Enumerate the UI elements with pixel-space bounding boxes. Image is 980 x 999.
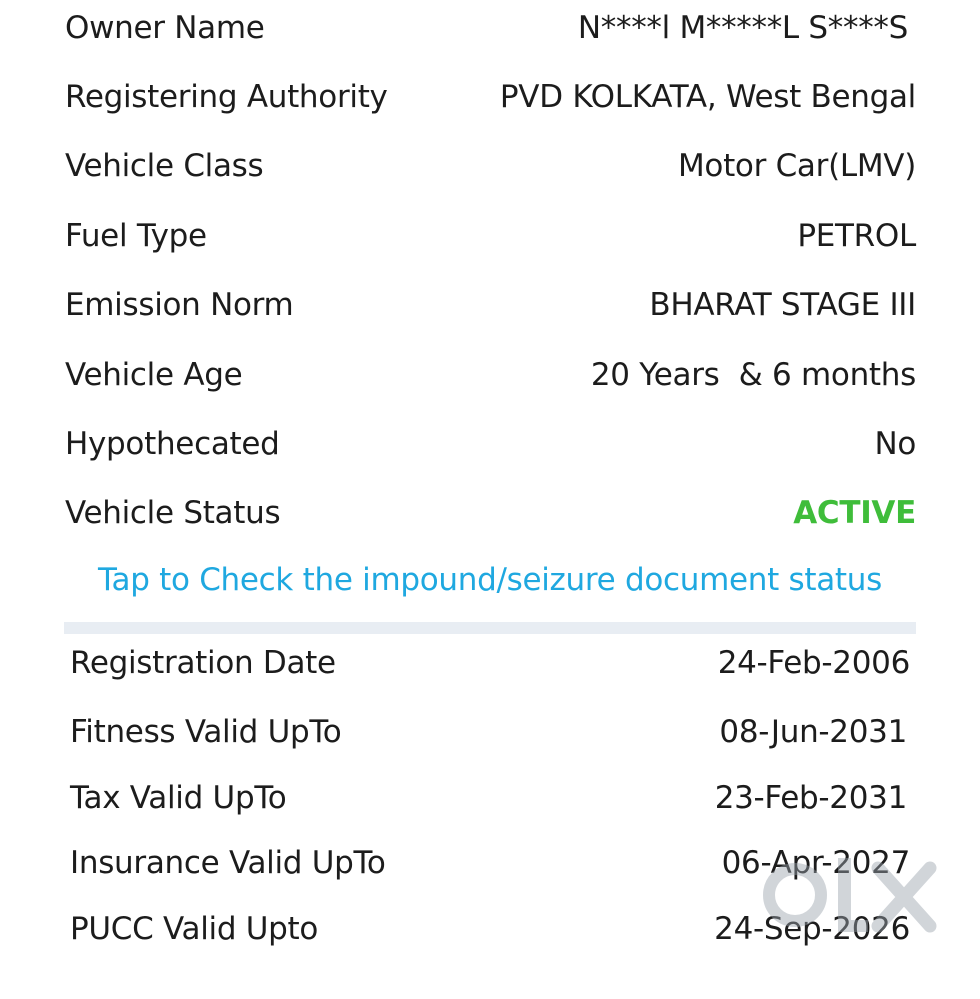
- hypothecated-row: [65, 419, 916, 469]
- tax-valid-value: 23-Feb-2031: [714, 780, 907, 816]
- registration-date-value: 24-Feb-2006: [717, 645, 910, 681]
- registering-authority-label: Registering Authority: [65, 79, 388, 115]
- fuel-type-value: PETROL: [797, 218, 916, 254]
- vehicle-status-label: Vehicle Status: [65, 495, 281, 531]
- registration-date-label: Registration Date: [70, 645, 336, 681]
- vehicle-age-value: 20 Years & 6 months: [590, 357, 916, 393]
- vehicle-class-row: [65, 141, 916, 191]
- pucc-valid-value: 24-Sep-2026: [714, 911, 910, 947]
- fitness-valid-row: [70, 707, 910, 757]
- emission-norm-label: Emission Norm: [65, 287, 294, 323]
- insurance-valid-value: 06-Apr-2027: [721, 845, 910, 881]
- registering-authority-row: [65, 72, 916, 122]
- tax-valid-row: [70, 773, 910, 823]
- vehicle-age-label: Vehicle Age: [65, 357, 243, 393]
- emission-norm-row: [65, 280, 916, 330]
- fitness-valid-label: Fitness Valid UpTo: [70, 714, 342, 750]
- vehicle-age-row: [65, 350, 916, 400]
- vehicle-class-value: Motor Car(LMV): [677, 148, 916, 184]
- owner-name-row: [65, 3, 916, 53]
- registering-authority-value: PVD KOLKATA, West Bengal: [499, 79, 916, 115]
- fuel-type-label: Fuel Type: [65, 218, 207, 254]
- impound-status-link[interactable]: Tap to Check the impound/seizure document status: [98, 562, 882, 598]
- hypothecated-value: No: [874, 426, 916, 462]
- pucc-valid-label: PUCC Valid Upto: [70, 911, 319, 947]
- tax-valid-label: Tax Valid UpTo: [70, 780, 287, 816]
- emission-norm-value: BHARAT STAGE III: [649, 287, 916, 323]
- fitness-valid-value: 08-Jun-2031: [719, 714, 907, 750]
- vehicle-class-label: Vehicle Class: [65, 148, 264, 184]
- olx-logo-icon: [760, 850, 950, 940]
- section-divider: [64, 622, 916, 634]
- registration-date-row: [70, 638, 910, 688]
- owner-name-label: Owner Name: [65, 10, 265, 46]
- insurance-valid-label: Insurance Valid UpTo: [70, 845, 386, 881]
- hypothecated-label: Hypothecated: [65, 426, 280, 462]
- vehicle-status-badge: ACTIVE: [793, 495, 916, 531]
- vehicle-status-row: [65, 488, 916, 538]
- fuel-type-row: [65, 211, 916, 261]
- owner-name-value: N****l M*****L S****S: [577, 10, 908, 46]
